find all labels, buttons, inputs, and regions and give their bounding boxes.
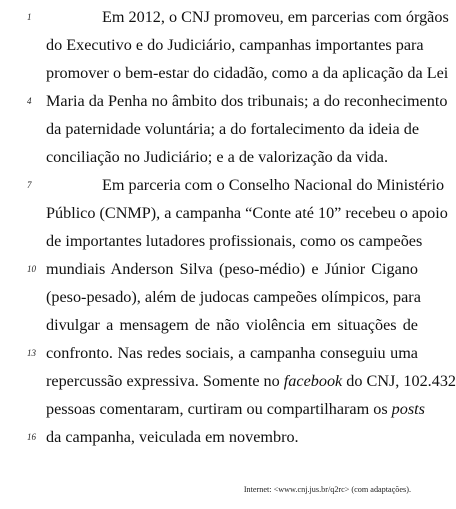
line-number-7: 7: [27, 180, 32, 190]
line-number-13: 13: [27, 348, 36, 358]
posts-italic-word: posts: [391, 400, 425, 418]
paragraph-2-line-1: Em parceria com o Conselho Nacional do Ministério: [102, 176, 445, 194]
paragraph-1-line-6: conciliação no Judiciário; e a de valorização da vida.: [46, 148, 389, 166]
paragraph-1-line-1: Em 2012, o CNJ promoveu, em parcerias com órgãos: [102, 8, 449, 26]
paragraph-2-line-2: Público (CNMP), a campanha “Conte até 10” recebeu o apoio: [46, 204, 448, 222]
line-14-text-start: repercussão expressiva. Somente no: [46, 372, 284, 390]
line-15-text-start: pessoas comentaram, curtiram ou compartilharam os: [46, 400, 392, 418]
paragraph-2-line-5: (peso-pesado), além de judocas campeões olímpicos, para: [46, 288, 421, 306]
line-number-16: 16: [27, 432, 36, 442]
line-number-1: 1: [27, 12, 32, 22]
line-14-text-end: do CNJ, 102.432: [342, 372, 456, 390]
paragraph-2-line-7: confronto. Nas redes sociais, a campanha conseguiu uma: [46, 344, 418, 362]
line-number-10: 10: [27, 264, 36, 274]
paragraph-2-line-3: de importantes lutadores profissionais, como os campeões: [46, 232, 423, 250]
facebook-italic-word: facebook: [283, 372, 343, 390]
paragraph-1-line-4: Maria da Penha no âmbito dos tribunais; a do reconhecimento: [46, 92, 448, 110]
paragraph-1-line-3: promover o bem-estar do cidadão, como a da aplicação da Lei: [46, 64, 449, 82]
line-number-4: 4: [27, 96, 32, 106]
paragraph-1-line-2: do Executivo e do Judiciário, campanhas importantes para: [46, 36, 424, 54]
paragraph-2-line-6: divulgar a mensagem de não violência em situações de: [46, 316, 418, 334]
paragraph-1-line-5: da paternidade voluntária; a do fortalecimento da ideia de: [46, 120, 420, 138]
paragraph-2-line-10: da campanha, veiculada em novembro.: [46, 428, 299, 446]
source-citation: Internet: <www.cnj.jus.br/q2rc> (com adaptações).: [243, 485, 411, 494]
paragraph-2-line-8: [46, 367, 456, 395]
paragraph-2-line-4: mundiais Anderson Silva (peso-médio) e Júnior Cigano: [46, 260, 418, 278]
paragraph-2-line-9: [46, 395, 425, 423]
